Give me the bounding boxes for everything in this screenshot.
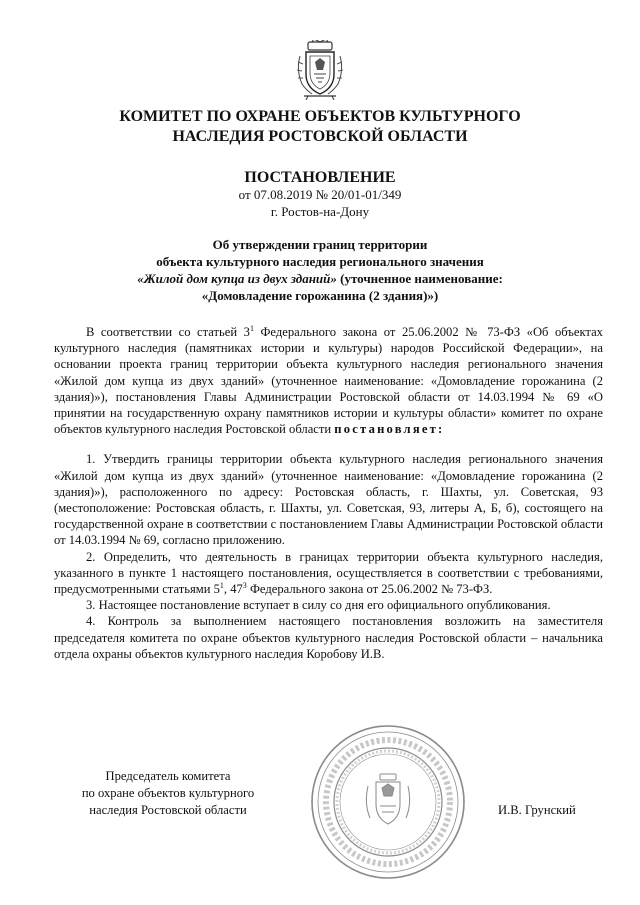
- item-2-text-mid: , 47: [223, 582, 243, 597]
- item-3-paragraph: 3. Настоящее постановление вступает в силу со дня его официального опубликования.: [86, 598, 551, 613]
- preamble-paragraph: [54, 324, 603, 437]
- item-4-paragraph: 4. Контроль за выполнением настоящего постановления возложить на заместителя председателя комитета по охране объектов культурного наследия Ростовской области – начальника отдела охраны объектов культурного наследия Коробову И.В.: [54, 614, 603, 661]
- preamble-superscript: 1: [249, 323, 254, 333]
- item-2-paragraph: [54, 549, 603, 598]
- subject-line2: объекта культурного наследия регионального значения: [156, 254, 484, 269]
- subject-object-name: «Жилой дом купца из двух зданий»: [137, 271, 337, 286]
- document-subject: [60, 236, 580, 304]
- item-2-superscript-2: 3: [242, 580, 247, 590]
- subject-line3: [60, 270, 580, 287]
- signature-title-line2: по охране объектов культурного: [81, 786, 255, 800]
- document-date-number: от 07.08.2019 № 20/01-01/349: [238, 187, 402, 202]
- item-1-paragraph: 1. Утвердить границы территории объекта культурного наследия регионального значения «Жилой дом купца из двух зданий» (уточненное наименование: «Домовладение горожанина (2 здания)»), расположенного по адресу: Ростовская область, г. Шахты, ул. Советская, 93 (местоположение: Ростовская область, г. Шахты, ул. Советская, 93, литеры А, Б, б), состоящего на государственной охране в соответствии с постановлением Главы Администрации Ростовской области от 14.03.1994 № 69, согласно приложению.: [54, 452, 603, 548]
- document-city: г. Ростов-на-Дону: [270, 204, 370, 219]
- signature-title-line1: Председатель комитета: [105, 769, 231, 783]
- decree-word: постановляет:: [334, 422, 445, 437]
- document-body: [54, 324, 603, 662]
- organization-name-line1: КОМИТЕТ ПО ОХРАНЕ ОБЪЕКТОВ КУЛЬТУРНОГО: [119, 108, 521, 125]
- signature-title-line3: наследия Ростовской области: [89, 803, 247, 817]
- document-title: ПОСТАНОВЛЕНИЕ: [244, 169, 396, 186]
- subject-line4: «Домовладение горожанина (2 здания)»): [201, 288, 439, 303]
- organization-name-line2: НАСЛЕДИЯ РОСТОВСКОЙ ОБЛАСТИ: [172, 128, 468, 145]
- item-2-text: 2. Определить, что деятельность в границах территории объекта культурного наследия, указанного в пункте 1 настоящего постановления, осуществляется в соответствии с требованиями, предусмотренными статьями 5: [54, 549, 603, 597]
- signatory-name: И.В. Грунский: [498, 803, 576, 817]
- subject-line1: Об утверждении границ территории: [212, 237, 428, 252]
- official-seal-icon: [308, 722, 468, 882]
- item-2-text-end: Федерального закона от 25.06.2002 № 73-ФЗ.: [246, 582, 493, 597]
- signature-block: [58, 768, 278, 819]
- coat-of-arms-icon: [294, 40, 346, 100]
- item-2-superscript-1: 1: [219, 580, 224, 590]
- subject-line3-rest: (уточненное наименование:: [336, 271, 503, 286]
- preamble-text: В соответствии со статьей 3: [86, 325, 250, 339]
- preamble-text-continued: Федерального закона от 25.06.2002 № 73-ФЗ «Об объектах культурного наследия (памятниках истории и культуры) народов Российской Федерации», на основании проекта границ территории объекта культурного наследия регионального значения «Жилой дом купца из двух зданий» (уточненное наименование: «Домовладение горожанина (2 здания)»), постановления Главы Администрации Ростовской области от 14.03.1994 № 69 «О принятии на государственную охрану памятников истории и культуры области» комитет по охране объектов культурного наследия Ростовской области: [54, 325, 603, 437]
